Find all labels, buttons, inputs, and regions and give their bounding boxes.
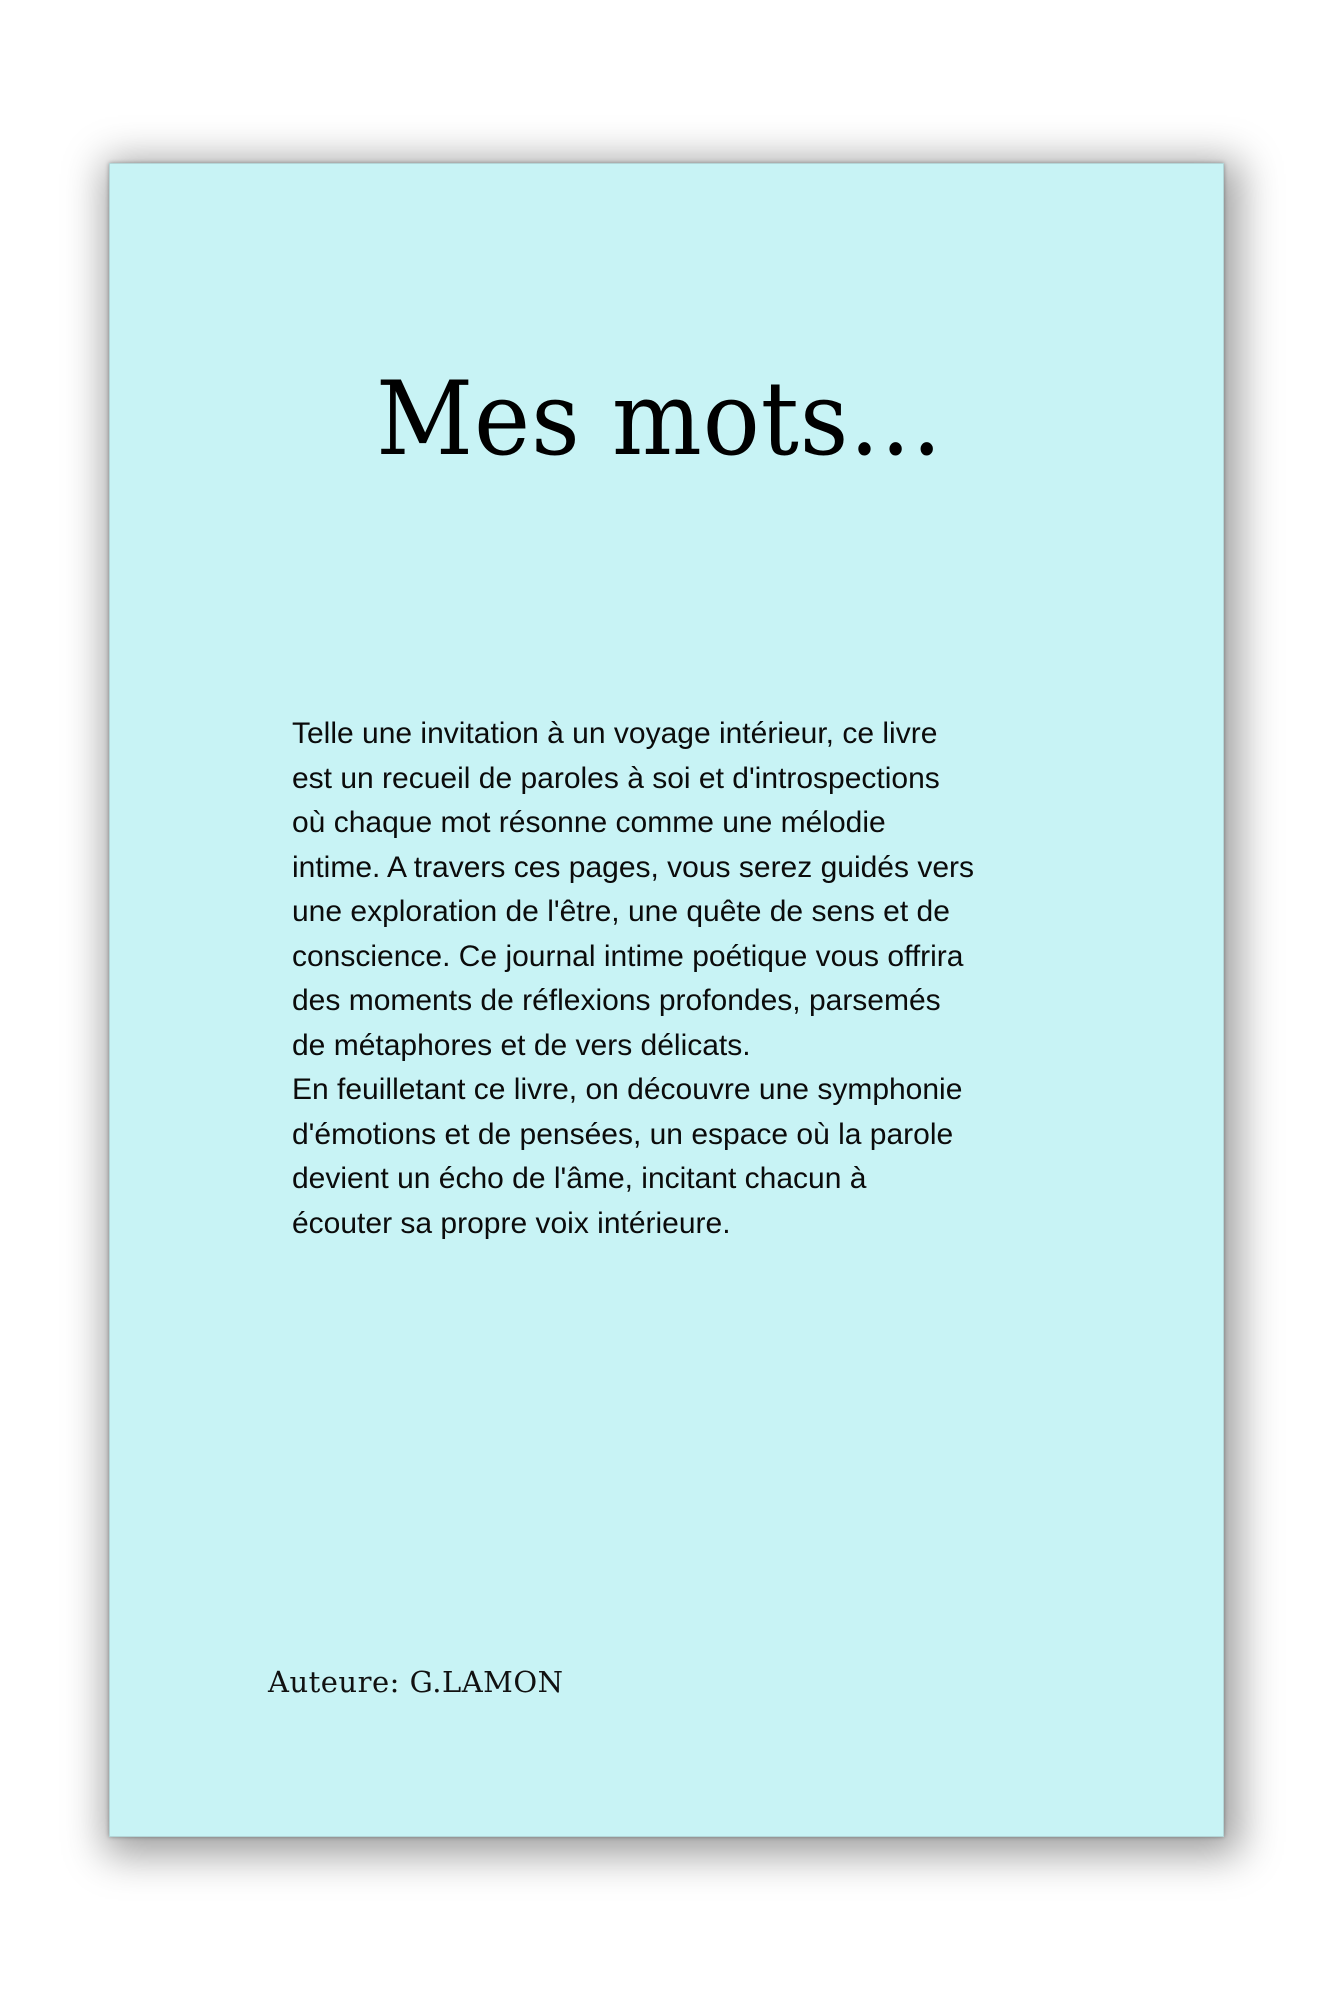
description-line: conscience. Ce journal intime poétique vous offrira <box>292 939 964 973</box>
author-credit: Auteure: G.LAMON <box>268 1665 564 1699</box>
description-line: devient un écho de l'âme, incitant chacun à <box>292 1162 867 1195</box>
description-line: où chaque mot résonne comme une mélodie <box>292 806 886 839</box>
description-line: intime. A travers ces pages, vous serez guidés vers <box>292 850 974 884</box>
book-title: Mes mots... <box>376 360 943 479</box>
description-line: d'émotions et de pensées, un espace où la parole <box>292 1117 954 1151</box>
description-line: des moments de réflexions profondes, parsemés <box>292 984 941 1017</box>
description-line: Telle une invitation à un voyage intérieur, ce livre <box>292 717 938 750</box>
book-description <box>292 712 1152 1246</box>
description-line: une exploration de l'être, une quête de sens et de <box>292 895 950 928</box>
book-cover <box>109 163 1224 1837</box>
description-line: En feuilletant ce livre, on découvre une symphonie <box>292 1073 963 1106</box>
description-line: de métaphores et de vers délicats. <box>292 1028 751 1062</box>
description-line: écouter sa propre voix intérieure. <box>292 1206 731 1240</box>
description-line: est un recueil de paroles à soi et d'introspections <box>292 761 940 795</box>
